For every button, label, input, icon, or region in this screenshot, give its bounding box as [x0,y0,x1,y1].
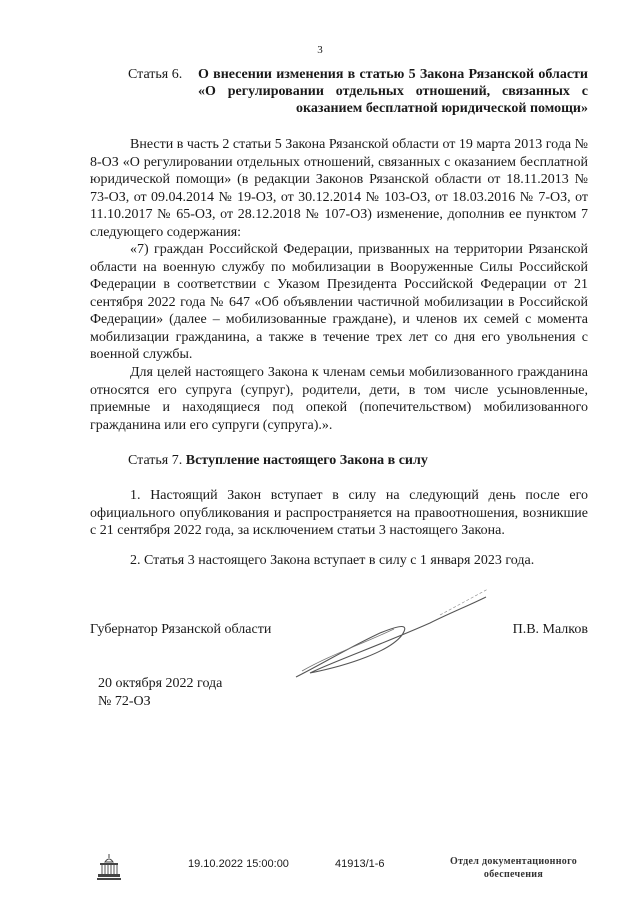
footer-timestamp: 19.10.2022 15:00:00 [188,858,289,870]
governor-name: П.В. Малков [512,622,588,637]
article-6-heading [128,66,588,117]
footer-doc-code: 41913/1-6 [335,858,385,870]
article-7-label: Статья 7. [128,453,183,468]
article-6-label: Статья 6. [128,67,183,82]
article-6-paragraph-3: Для целей настоящего Закона к членам семьи мобилизованного гражданина относятся его супруга (супруг), родители, дети, в том числе усыновленные, приемные и находящиеся под опекой (попечительством) мобилизованного гражданина или его супруги (супруга).». [90,365,588,433]
department-line-1: Отдел документационного [450,856,577,867]
article-7-paragraph-2: 2. Статья 3 настоящего Закона вступает в силу с 1 января 2023 года. [130,553,535,568]
handwritten-signature [290,585,490,685]
footer-department [450,855,577,881]
page-number: 3 [317,44,323,56]
article-6-title: О внесении изменения в статью 5 Закона Рязанской области «О регулировании отдельных отношений, связанных с оказанием бесплатной юридической помощи» [198,67,588,116]
law-date: 20 октября 2022 года [98,676,223,691]
law-number: № 72-ОЗ [98,694,151,709]
governor-title: Губернатор Рязанской области [90,622,272,637]
article-6-paragraph-1: Внести в часть 2 статьи 5 Закона Рязанской области от 19 марта 2013 года № 8-ОЗ «О регулировании отдельных отношений, связанных с оказанием бесплатной юридической помощи» (в редакции Законов Рязанской области от 18.11.2013 № 73-ОЗ, от 09.04.2014 № 19-ОЗ, от 30.12.2014 № 103-ОЗ, от 18.03.2016 № 7-ОЗ, от 11.10.2017 № 65-ОЗ, от 28.12.2018 № 107-ОЗ) изменение, дополнив ее пунктом 7 следующего содержания: [90,137,588,240]
duma-building-icon [96,852,122,882]
department-line-2: обеспечения [483,869,544,880]
article-6-paragraph-2: «7) граждан Российской Федерации, призванных на территории Рязанской области на военную службу по мобилизации в Вооруженные Силы Российской Федерации в соответствии с Указом Президента Российской Федерации от 21 сентября 2022 года № 647 «Об объявлении частичной мобилизации в Российской Федерации» (далее – мобилизованные граждане), и членов их семей с момента мобилизации гражданина, а также в течение трех лет со дня его увольнения с военной службы. [90,242,588,362]
article-7-title: Вступление настоящего Закона в силу [185,453,428,468]
article-7-paragraph-1: 1. Настоящий Закон вступает в силу на следующий день после его официального опубликования и распространяется на правоотношения, возникшие с 21 сентября 2022 года, за исключением статьи 3 настоящего Закона. [90,488,588,538]
article-7-heading [128,453,428,469]
